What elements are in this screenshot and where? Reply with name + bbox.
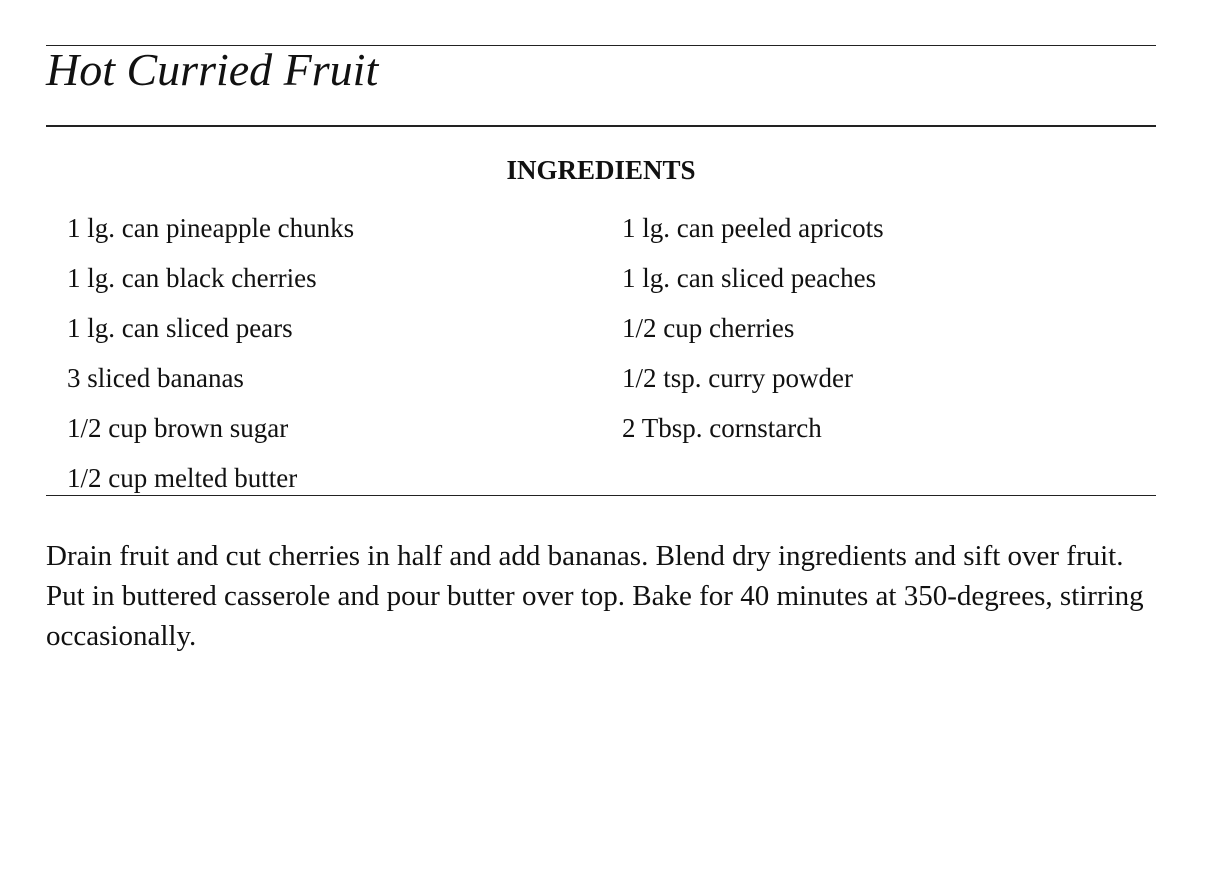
title-divider (46, 125, 1156, 127)
ingredient-item: 1 lg. can black cherries (67, 263, 317, 293)
ingredients-right-column (622, 203, 884, 453)
ingredient-item: 1 lg. can peeled apricots (622, 213, 884, 243)
ingredient-item: 1 lg. can sliced peaches (622, 263, 877, 293)
ingredient-item: 2 Tbsp. cornstarch (622, 413, 822, 443)
ingredient-item: 1/2 cup brown sugar (67, 413, 289, 443)
ingredient-item: 1/2 cup melted butter (67, 463, 298, 493)
ingredient-item: 1/2 cup cherries (622, 313, 795, 343)
ingredient-item: 1/2 tsp. curry powder (622, 363, 853, 393)
ingredient-item: 1 lg. can pineapple chunks (67, 213, 355, 243)
ingredients-left-column (67, 203, 354, 503)
ingredients-heading: INGREDIENTS (506, 155, 696, 185)
recipe-title: Hot Curried Fruit (46, 44, 379, 95)
directions-text: Drain fruit and cut cherries in half and add bananas. Blend dry ingredients and sift over fruit. Put in buttered casserole and pour butter over top. Bake for 40 minutes at 350-degrees, stirring occasionally. (46, 540, 1144, 652)
ingredients-divider (46, 495, 1156, 496)
ingredient-item: 1 lg. can sliced pears (67, 313, 293, 343)
ingredient-item: 3 sliced bananas (67, 363, 244, 393)
